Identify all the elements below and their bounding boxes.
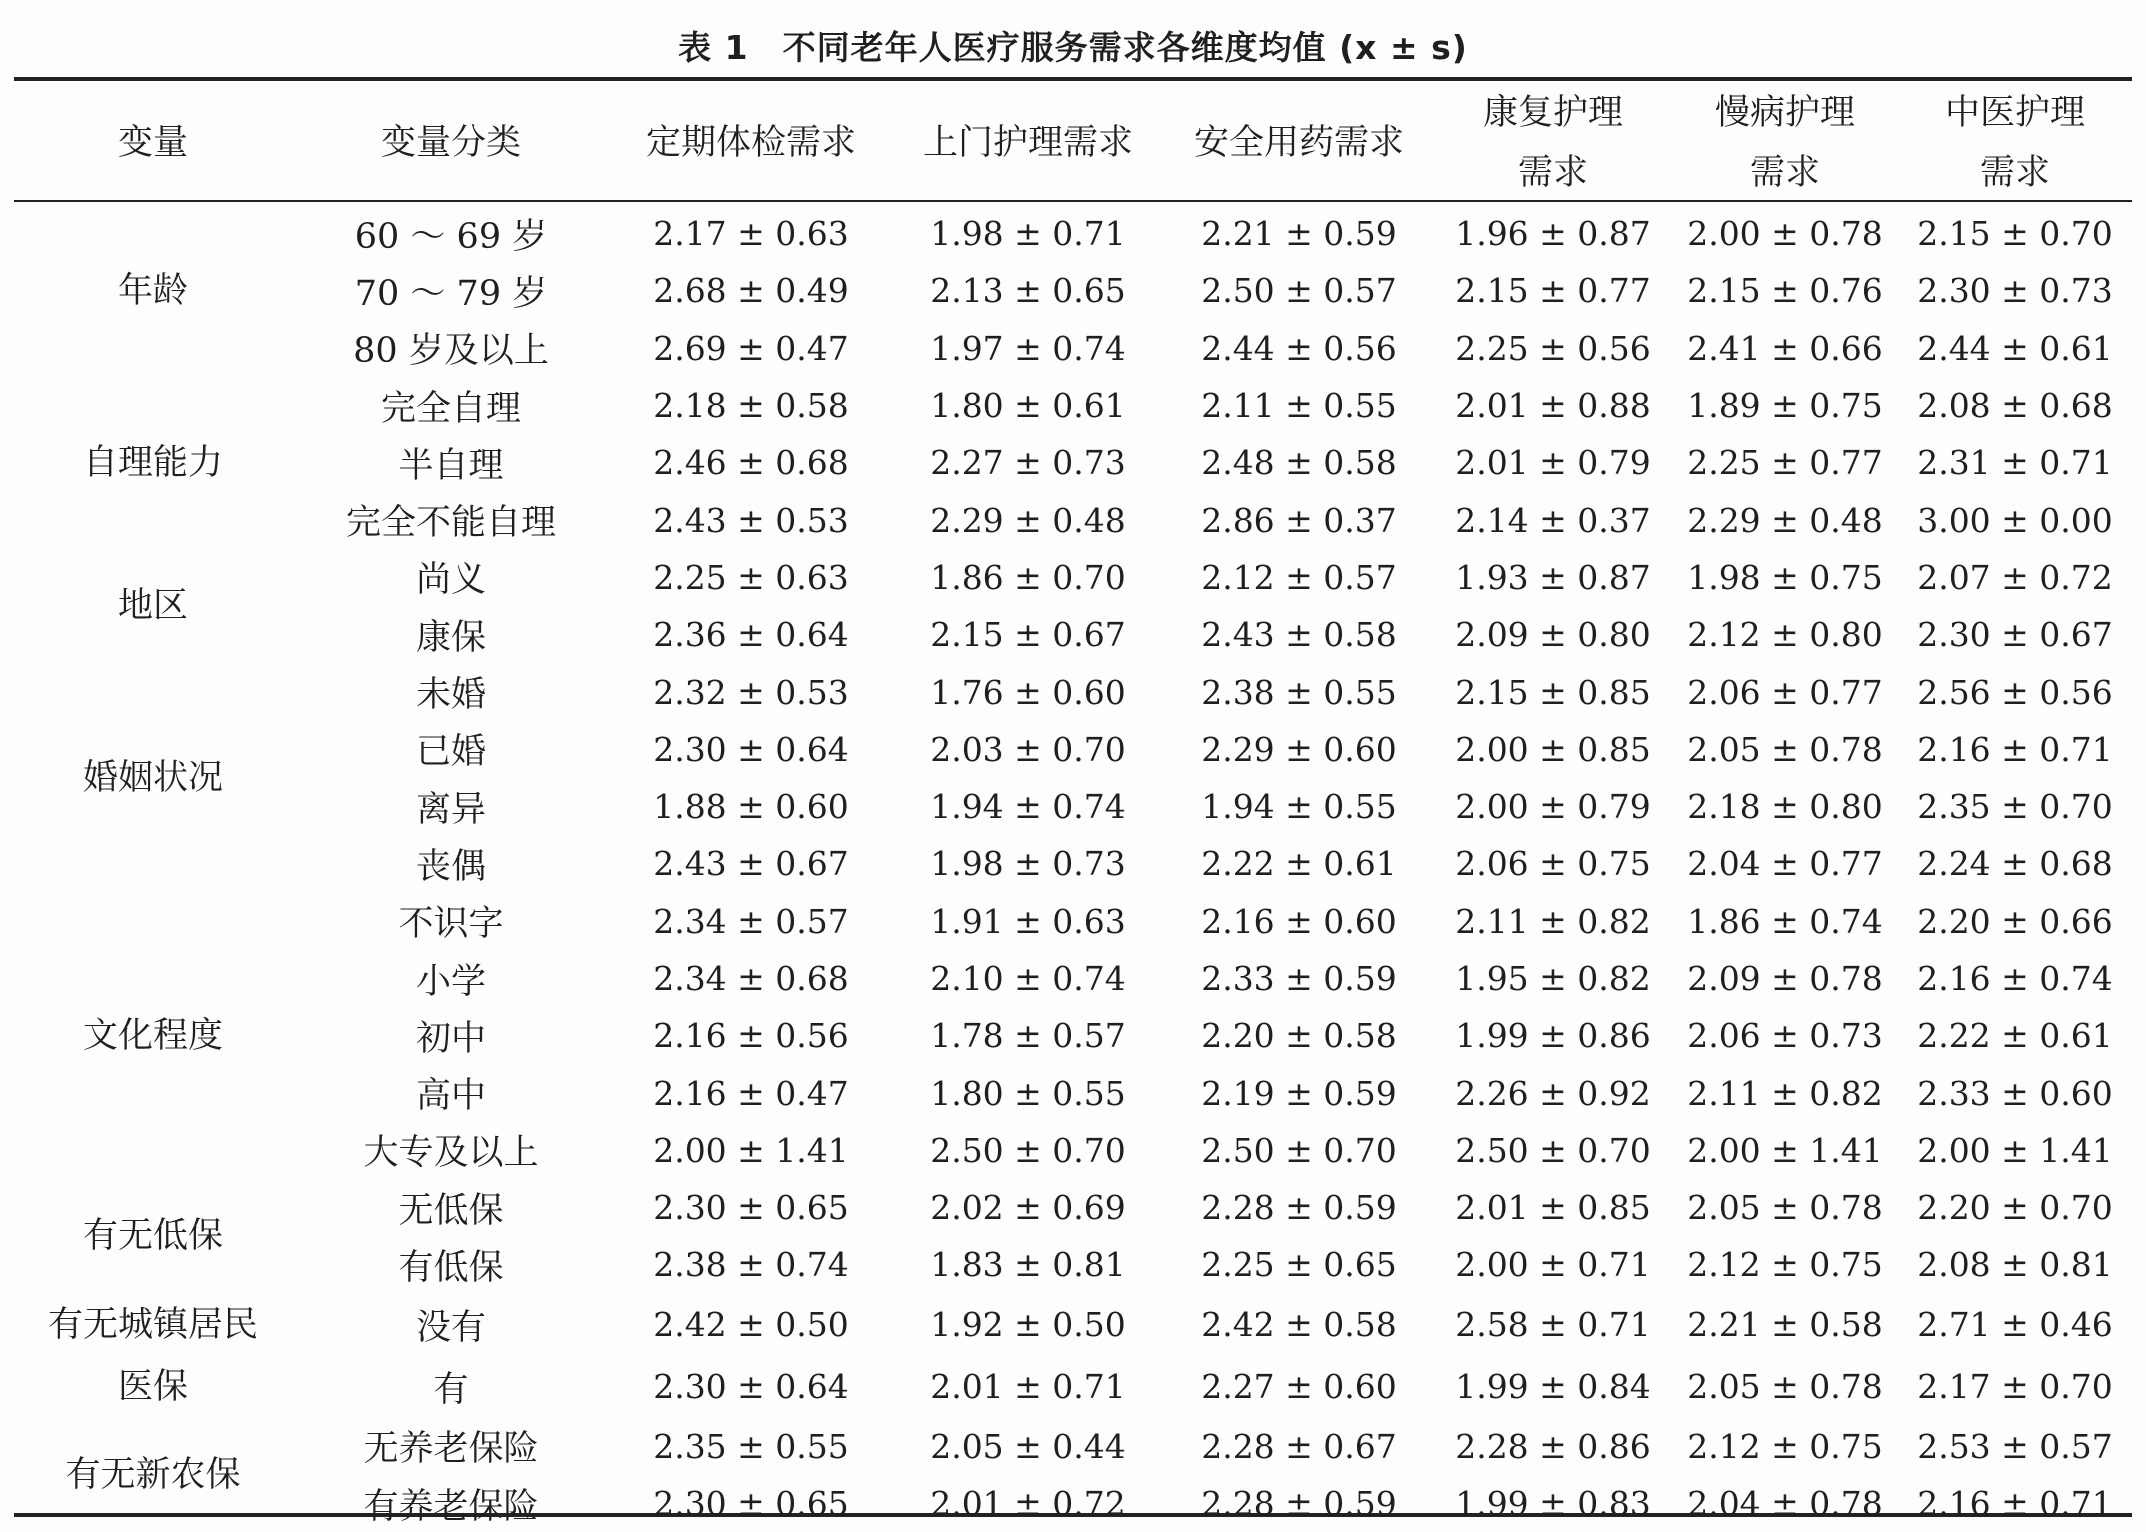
- value-cell-chronic-care: 2.12 ± 0.80: [1687, 615, 1883, 655]
- category-cell: 无养老保险: [363, 1429, 539, 1470]
- header-chronic-care: 慢病护理 需求: [1714, 93, 1855, 193]
- category-cell: 尚义: [415, 560, 486, 601]
- value-cell-medication-safety: 2.28 ± 0.59: [1201, 1188, 1397, 1228]
- table-row: [14, 606, 2132, 663]
- value-cell-checkup: 2.46 ± 0.68: [653, 443, 849, 483]
- value-cell-rehab-care: 2.14 ± 0.37: [1455, 500, 1651, 540]
- value-cell-tcm-care: 2.56 ± 0.56: [1917, 672, 2113, 712]
- value-cell-medication-safety: 2.12 ± 0.57: [1201, 557, 1397, 597]
- value-cell-home-care: 1.98 ± 0.71: [930, 214, 1126, 254]
- value-cell-checkup: 2.34 ± 0.68: [653, 959, 849, 998]
- category-cell: 丧偶: [415, 846, 486, 887]
- table-body: [14, 205, 2132, 1532]
- table-row: [14, 1122, 2132, 1179]
- value-cell-checkup: 2.25 ± 0.63: [653, 557, 849, 597]
- value-cell-medication-safety: 2.38 ± 0.55: [1201, 672, 1397, 712]
- value-cell-rehab-care: 2.00 ± 0.85: [1455, 729, 1651, 769]
- value-cell-chronic-care: 2.00 ± 0.78: [1687, 214, 1883, 254]
- table-row: [14, 377, 2132, 434]
- variable-label: 医保: [117, 1366, 188, 1407]
- header-variable: 变量: [117, 123, 188, 163]
- value-cell-chronic-care: 1.98 ± 0.75: [1687, 557, 1883, 597]
- variable-label: 自理能力: [82, 442, 223, 483]
- variable-cell: [14, 377, 292, 549]
- value-cell-home-care: 1.83 ± 0.81: [930, 1245, 1126, 1285]
- table-row: [14, 1179, 2132, 1236]
- variable-label: 有无低保: [82, 1216, 223, 1257]
- value-cell-tcm-care: 2.20 ± 0.66: [1917, 901, 2113, 941]
- table-caption: 不同老年人医疗服务需求各维度均值 (x ± s): [782, 28, 1468, 67]
- value-cell-tcm-care: 2.16 ± 0.71: [1917, 729, 2113, 769]
- variable-label: 有无城镇居民: [47, 1304, 258, 1345]
- value-cell-checkup: 2.18 ± 0.58: [653, 386, 849, 426]
- value-cell-checkup: 2.30 ± 0.65: [653, 1188, 849, 1228]
- table-header: [14, 83, 2132, 205]
- value-cell-medication-safety: 2.43 ± 0.58: [1201, 615, 1397, 655]
- value-cell-checkup: 2.34 ± 0.57: [653, 901, 849, 941]
- value-cell-home-care: 1.94 ± 0.74: [930, 787, 1126, 827]
- value-cell-home-care: 1.80 ± 0.61: [930, 386, 1126, 426]
- value-cell-tcm-care: 2.20 ± 0.70: [1917, 1188, 2113, 1228]
- variable-label: 地区: [117, 586, 188, 627]
- value-cell-tcm-care: 2.30 ± 0.67: [1917, 615, 2113, 655]
- value-cell-rehab-care: 2.58 ± 0.71: [1455, 1305, 1651, 1345]
- value-cell-checkup: 2.42 ± 0.50: [653, 1305, 849, 1345]
- value-cell-rehab-care: 2.00 ± 0.71: [1455, 1245, 1651, 1285]
- variable-label: 婚姻状况: [82, 757, 223, 798]
- value-cell-tcm-care: 2.53 ± 0.57: [1917, 1426, 2113, 1466]
- category-cell: 大专及以上: [363, 1133, 539, 1174]
- value-cell-medication-safety: 2.20 ± 0.58: [1201, 1016, 1397, 1056]
- value-cell-checkup: 2.36 ± 0.64: [653, 615, 849, 655]
- value-cell-chronic-care: 2.09 ± 0.78: [1687, 959, 1883, 998]
- value-cell-chronic-care: 2.41 ± 0.66: [1687, 328, 1883, 368]
- table-row: [14, 262, 2132, 319]
- value-cell-rehab-care: 1.99 ± 0.86: [1455, 1016, 1651, 1056]
- value-cell-chronic-care: 2.05 ± 0.78: [1687, 1367, 1883, 1407]
- value-cell-rehab-care: 1.95 ± 0.82: [1455, 959, 1651, 998]
- value-cell-chronic-care: 2.06 ± 0.77: [1687, 672, 1883, 712]
- category-cell: 已婚: [415, 732, 486, 773]
- variable-label: 有无新农保: [65, 1454, 241, 1495]
- value-cell-chronic-care: 2.04 ± 0.78: [1687, 1484, 1883, 1524]
- table-number: 表 1: [678, 28, 749, 67]
- value-cell-tcm-care: 2.16 ± 0.71: [1917, 1484, 2113, 1524]
- value-cell-home-care: 2.05 ± 0.44: [930, 1426, 1126, 1466]
- value-cell-home-care: 2.01 ± 0.71: [930, 1367, 1126, 1407]
- value-cell-home-care: 2.29 ± 0.48: [930, 500, 1126, 540]
- header-category: 变量分类: [380, 123, 521, 163]
- value-cell-checkup: 2.00 ± 1.41: [653, 1130, 849, 1170]
- value-cell-home-care: 2.02 ± 0.69: [930, 1188, 1126, 1228]
- category-cell: 60 ～ 69 岁: [354, 216, 548, 257]
- top-rule: [14, 77, 2132, 81]
- value-cell-medication-safety: 1.94 ± 0.55: [1201, 787, 1397, 827]
- value-cell-tcm-care: 2.17 ± 0.70: [1917, 1367, 2113, 1407]
- category-cell: 有低保: [398, 1247, 504, 1288]
- value-cell-medication-safety: 2.50 ± 0.57: [1201, 271, 1397, 311]
- value-cell-checkup: 2.43 ± 0.67: [653, 844, 849, 884]
- value-cell-home-care: 1.78 ± 0.57: [930, 1016, 1126, 1056]
- category-cell: 80 岁及以上: [353, 331, 549, 372]
- value-cell-chronic-care: 2.05 ± 0.78: [1687, 1188, 1883, 1228]
- value-cell-rehab-care: 2.15 ± 0.85: [1455, 672, 1651, 712]
- value-cell-checkup: 2.69 ± 0.47: [653, 328, 849, 368]
- value-cell-checkup: 2.68 ± 0.49: [653, 271, 849, 311]
- value-cell-home-care: 1.76 ± 0.60: [930, 672, 1126, 712]
- category-cell: 无低保: [398, 1190, 504, 1231]
- value-cell-tcm-care: 2.71 ± 0.46: [1917, 1305, 2113, 1345]
- value-cell-checkup: 2.17 ± 0.63: [653, 214, 849, 254]
- value-cell-rehab-care: 2.06 ± 0.75: [1455, 844, 1651, 884]
- value-cell-chronic-care: 2.21 ± 0.58: [1687, 1305, 1883, 1345]
- table-row: [14, 1356, 2132, 1418]
- category-cell: 康保: [415, 617, 486, 658]
- table-row: [14, 491, 2132, 548]
- value-cell-tcm-care: 2.07 ± 0.72: [1917, 557, 2113, 597]
- value-cell-checkup: 2.38 ± 0.74: [653, 1245, 849, 1285]
- variable-cell: [14, 1418, 292, 1532]
- value-cell-medication-safety: 2.42 ± 0.58: [1201, 1305, 1397, 1345]
- category-cell: 完全自理: [380, 388, 521, 429]
- table-row: [14, 320, 2132, 377]
- table-row: [14, 893, 2132, 950]
- value-cell-checkup: 2.30 ± 0.64: [653, 1367, 849, 1407]
- value-cell-medication-safety: 2.29 ± 0.60: [1201, 729, 1397, 769]
- value-cell-home-care: 1.91 ± 0.63: [930, 901, 1126, 941]
- value-cell-rehab-care: 2.26 ± 0.92: [1455, 1073, 1651, 1113]
- value-cell-medication-safety: 2.86 ± 0.37: [1201, 500, 1397, 540]
- table-row: [14, 1475, 2132, 1532]
- value-cell-chronic-care: 1.86 ± 0.74: [1687, 901, 1883, 941]
- value-cell-medication-safety: 2.48 ± 0.58: [1201, 443, 1397, 483]
- value-cell-chronic-care: 2.00 ± 1.41: [1687, 1130, 1883, 1170]
- value-cell-chronic-care: 2.06 ± 0.73: [1687, 1016, 1883, 1056]
- value-cell-rehab-care: 2.01 ± 0.85: [1455, 1188, 1651, 1228]
- value-cell-chronic-care: 2.15 ± 0.76: [1687, 271, 1883, 311]
- category-cell: 没有: [415, 1307, 486, 1348]
- value-cell-checkup: 2.32 ± 0.53: [653, 672, 849, 712]
- value-cell-medication-safety: 2.27 ± 0.60: [1201, 1367, 1397, 1407]
- table-row: [14, 663, 2132, 720]
- value-cell-home-care: 1.86 ± 0.70: [930, 557, 1126, 597]
- table-row: [14, 1064, 2132, 1121]
- table-row: [14, 205, 2132, 262]
- value-cell-chronic-care: 2.05 ± 0.78: [1687, 729, 1883, 769]
- data-table: [14, 83, 2132, 1532]
- value-cell-tcm-care: 2.15 ± 0.70: [1917, 214, 2113, 254]
- value-cell-home-care: 2.27 ± 0.73: [930, 443, 1126, 483]
- category-cell: 有: [433, 1369, 469, 1410]
- value-cell-rehab-care: 1.99 ± 0.83: [1455, 1484, 1651, 1524]
- category-cell: 高中: [415, 1076, 486, 1117]
- variable-label: 文化程度: [82, 1015, 223, 1056]
- category-cell: 未婚: [415, 675, 486, 716]
- header-checkup: 定期体检需求: [645, 123, 856, 163]
- value-cell-home-care: 2.10 ± 0.74: [930, 959, 1126, 998]
- value-cell-checkup: 2.43 ± 0.53: [653, 500, 849, 540]
- value-cell-home-care: 2.50 ± 0.70: [930, 1130, 1126, 1170]
- value-cell-rehab-care: 2.09 ± 0.80: [1455, 615, 1651, 655]
- table-row: [14, 778, 2132, 835]
- value-cell-medication-safety: 2.33 ± 0.59: [1201, 959, 1397, 998]
- value-cell-chronic-care: 1.89 ± 0.75: [1687, 386, 1883, 426]
- value-cell-rehab-care: 2.28 ± 0.86: [1455, 1426, 1651, 1466]
- value-cell-tcm-care: 2.16 ± 0.74: [1917, 959, 2113, 998]
- value-cell-tcm-care: 2.08 ± 0.81: [1917, 1245, 2113, 1285]
- value-cell-chronic-care: 2.25 ± 0.77: [1687, 443, 1883, 483]
- category-cell: 初中: [415, 1018, 486, 1059]
- value-cell-chronic-care: 2.12 ± 0.75: [1687, 1245, 1883, 1285]
- value-cell-medication-safety: 2.25 ± 0.65: [1201, 1245, 1397, 1285]
- category-cell: 小学: [415, 961, 486, 1002]
- value-cell-tcm-care: 2.08 ± 0.68: [1917, 386, 2113, 426]
- variable-cell: [14, 1179, 292, 1294]
- value-cell-rehab-care: 1.96 ± 0.87: [1455, 214, 1651, 254]
- value-cell-home-care: 1.80 ± 0.55: [930, 1073, 1126, 1113]
- category-cell: 有养老保险: [363, 1486, 539, 1527]
- value-cell-checkup: 2.30 ± 0.64: [653, 729, 849, 769]
- value-cell-checkup: 2.35 ± 0.55: [653, 1426, 849, 1466]
- category-cell: 70 ～ 79 岁: [354, 273, 548, 314]
- category-cell: 离异: [415, 789, 486, 830]
- value-cell-chronic-care: 2.12 ± 0.75: [1687, 1426, 1883, 1466]
- value-cell-medication-safety: 2.44 ± 0.56: [1201, 328, 1397, 368]
- table-row: [14, 1007, 2132, 1064]
- value-cell-tcm-care: 2.30 ± 0.73: [1917, 271, 2113, 311]
- value-cell-rehab-care: 2.25 ± 0.56: [1455, 328, 1651, 368]
- table-row: [14, 1294, 2132, 1356]
- value-cell-chronic-care: 2.29 ± 0.48: [1687, 500, 1883, 540]
- value-cell-rehab-care: 2.01 ± 0.88: [1455, 386, 1651, 426]
- value-cell-tcm-care: 2.00 ± 1.41: [1917, 1130, 2113, 1170]
- header-home-care: 上门护理需求: [922, 123, 1133, 163]
- value-cell-tcm-care: 2.33 ± 0.60: [1917, 1073, 2113, 1113]
- value-cell-home-care: 1.98 ± 0.73: [930, 844, 1126, 884]
- header-tcm-care: 中医护理 需求: [1944, 93, 2085, 193]
- value-cell-rehab-care: 2.01 ± 0.79: [1455, 443, 1651, 483]
- table-row: [14, 1418, 2132, 1475]
- category-cell: 完全不能自理: [345, 503, 556, 544]
- table-row: [14, 549, 2132, 606]
- table-row: [14, 434, 2132, 491]
- value-cell-home-care: 2.15 ± 0.67: [930, 615, 1126, 655]
- value-cell-medication-safety: 2.50 ± 0.70: [1201, 1130, 1397, 1170]
- value-cell-rehab-care: 2.11 ± 0.82: [1455, 901, 1651, 941]
- value-cell-home-care: 1.97 ± 0.74: [930, 328, 1126, 368]
- variable-label: 年龄: [117, 270, 188, 311]
- value-cell-medication-safety: 2.22 ± 0.61: [1201, 844, 1397, 884]
- value-cell-checkup: 2.16 ± 0.56: [653, 1016, 849, 1056]
- variable-cell: [14, 549, 292, 664]
- value-cell-checkup: 2.16 ± 0.47: [653, 1073, 849, 1113]
- variable-cell: [14, 1294, 292, 1418]
- value-cell-tcm-care: 2.44 ± 0.61: [1917, 328, 2113, 368]
- value-cell-chronic-care: 2.11 ± 0.82: [1687, 1073, 1883, 1113]
- value-cell-checkup: 2.30 ± 0.65: [653, 1484, 849, 1524]
- value-cell-home-care: 2.01 ± 0.72: [930, 1484, 1126, 1524]
- value-cell-rehab-care: 1.99 ± 0.84: [1455, 1367, 1651, 1407]
- header-medication-safety: 安全用药需求: [1193, 123, 1404, 163]
- value-cell-tcm-care: 2.22 ± 0.61: [1917, 1016, 2113, 1056]
- value-cell-tcm-care: 2.35 ± 0.70: [1917, 787, 2113, 827]
- value-cell-chronic-care: 2.18 ± 0.80: [1687, 787, 1883, 827]
- value-cell-rehab-care: 2.50 ± 0.70: [1455, 1130, 1651, 1170]
- variable-cell: [14, 663, 292, 892]
- value-cell-chronic-care: 2.04 ± 0.77: [1687, 844, 1883, 884]
- value-cell-tcm-care: 2.31 ± 0.71: [1917, 443, 2113, 483]
- value-cell-medication-safety: 2.21 ± 0.59: [1201, 214, 1397, 254]
- value-cell-rehab-care: 2.00 ± 0.79: [1455, 787, 1651, 827]
- category-cell: 不识字: [398, 904, 504, 945]
- value-cell-medication-safety: 2.28 ± 0.59: [1201, 1484, 1397, 1524]
- value-cell-checkup: 1.88 ± 0.60: [653, 787, 849, 827]
- value-cell-tcm-care: 3.00 ± 0.00: [1917, 500, 2113, 540]
- value-cell-rehab-care: 2.15 ± 0.77: [1455, 271, 1651, 311]
- value-cell-medication-safety: 2.19 ± 0.59: [1201, 1073, 1397, 1113]
- table-row: [14, 721, 2132, 778]
- value-cell-rehab-care: 1.93 ± 0.87: [1455, 557, 1651, 597]
- value-cell-medication-safety: 2.16 ± 0.60: [1201, 901, 1397, 941]
- table-row: [14, 950, 2132, 1007]
- header-rehab-care: 康复护理 需求: [1482, 93, 1623, 193]
- table-row: [14, 1236, 2132, 1293]
- value-cell-tcm-care: 2.24 ± 0.68: [1917, 844, 2113, 884]
- category-cell: 半自理: [398, 445, 504, 486]
- table-row: [14, 835, 2132, 892]
- value-cell-medication-safety: 2.11 ± 0.55: [1201, 386, 1397, 426]
- variable-cell: [14, 893, 292, 1179]
- value-cell-home-care: 2.13 ± 0.65: [930, 271, 1126, 311]
- value-cell-home-care: 2.03 ± 0.70: [930, 729, 1126, 769]
- variable-cell: [14, 205, 292, 377]
- value-cell-home-care: 1.92 ± 0.50: [930, 1305, 1126, 1345]
- table-title: [0, 22, 2146, 69]
- value-cell-medication-safety: 2.28 ± 0.67: [1201, 1426, 1397, 1466]
